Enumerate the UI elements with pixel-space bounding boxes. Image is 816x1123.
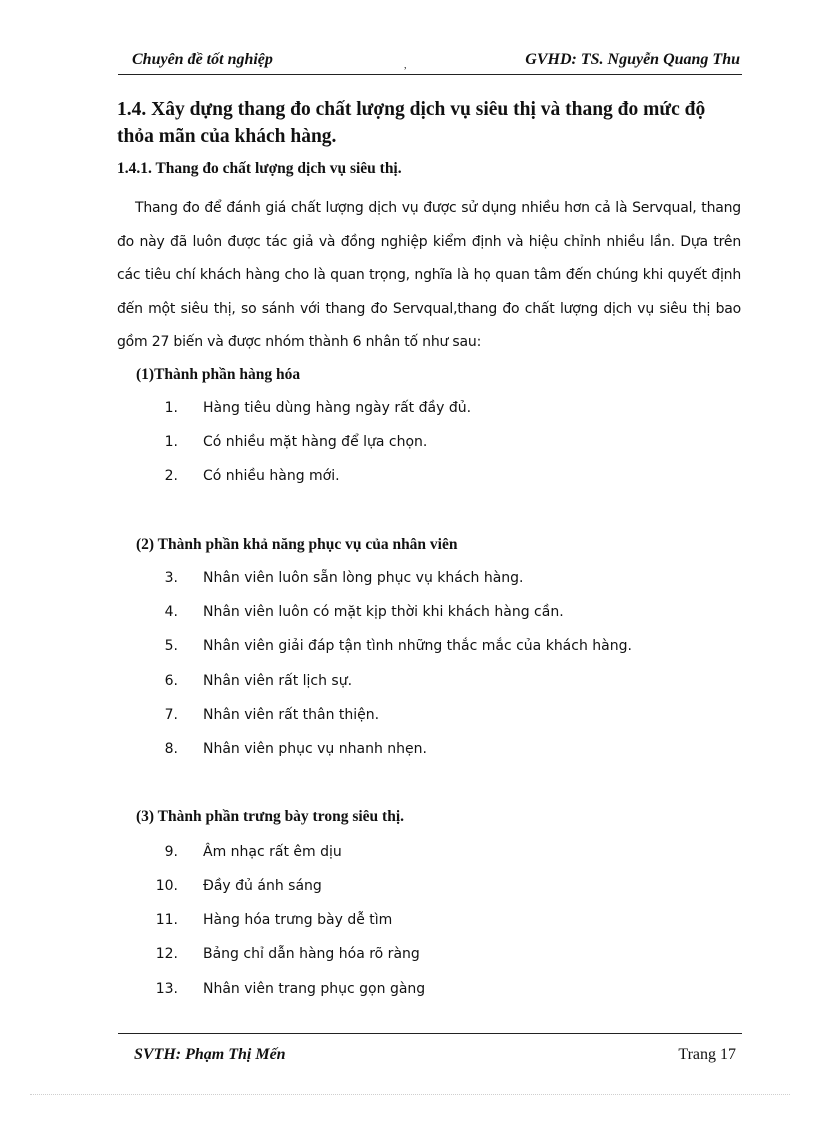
subsection-heading: 1.4.1. Thang đo chất lượng dịch vụ siêu thị.	[117, 160, 402, 177]
item-text: Bảng chỉ dẫn hàng hóa rõ ràng	[203, 946, 420, 962]
item-text: Nhân viên giải đáp tận tình những thắc mắc của khách hàng.	[203, 638, 632, 654]
item-text: Hàng hóa trưng bày dễ tìm	[203, 912, 393, 928]
page-number: Trang 17	[678, 1046, 736, 1063]
footer-student: SVTH: Phạm Thị Mến	[134, 1046, 286, 1063]
page-bottom-divider	[30, 1094, 790, 1095]
list-item	[0, 468, 816, 488]
item-number: 4.	[164, 604, 178, 620]
list-item	[0, 878, 816, 898]
section-title-goods: (1)Thành phần hàng hóa	[136, 366, 301, 383]
item-text: Nhân viên luôn sẵn lòng phục vụ khách hàng.	[203, 570, 524, 586]
item-text: Nhân viên rất lịch sự.	[203, 673, 353, 689]
list-item	[0, 400, 816, 420]
item-text: Nhân viên rất thân thiện.	[203, 707, 380, 723]
item-text: Nhân viên trang phục gọn gàng	[203, 981, 426, 997]
item-number: 3.	[164, 570, 178, 586]
list-item	[0, 981, 816, 1001]
item-number: 12.	[155, 946, 178, 962]
item-number: 6.	[164, 673, 178, 689]
list-item	[0, 673, 816, 693]
item-text: Có nhiều mặt hàng để lựa chọn.	[203, 434, 428, 450]
page-footer	[118, 1033, 742, 1074]
item-number: 11.	[155, 912, 178, 928]
item-text: Đầy đủ ánh sáng	[203, 878, 322, 894]
item-number: 1.	[164, 434, 178, 450]
list-item	[0, 434, 816, 454]
item-text: Âm nhạc rất êm dịu	[203, 844, 342, 860]
item-number: 13.	[155, 981, 178, 997]
item-number: 8.	[164, 741, 178, 757]
list-item	[0, 912, 816, 932]
item-text: Hàng tiêu dùng hàng ngày rất đầy đủ.	[203, 400, 472, 416]
item-number: 7.	[164, 707, 178, 723]
list-item	[0, 638, 816, 658]
item-number: 5.	[164, 638, 178, 654]
section-title-staff: (2) Thành phần khả năng phục vụ của nhân viên	[136, 536, 458, 553]
header-mark: ,	[404, 60, 407, 71]
item-number: 1.	[164, 400, 178, 416]
list-item	[0, 707, 816, 727]
section-title-display: (3) Thành phần trưng bày trong siêu thị.	[136, 808, 404, 825]
list-item	[0, 844, 816, 864]
item-number: 10.	[155, 878, 178, 894]
item-text: Có nhiều hàng mới.	[203, 468, 340, 484]
section-heading: 1.4. Xây dựng thang đo chất lượng dịch vụ siêu thị và thang đo mức độ thỏa mãn của khách hàng.	[117, 99, 706, 147]
intro-paragraph: Thang đo để đánh giá chất lượng dịch vụ được sử dụng nhiều hơn cả là Servqual, thang đo này đã luôn được tác giả và đồng nghiệp kiểm định và hiệu chỉnh nhiều lần. Dựa trên các tiêu chí khách hàng cho là quan trọng, nghĩa là họ quan tâm đến chúng khi quyết định đến một siêu thị, so sánh với thang đo Servqual,thang đo chất lượng dịch vụ siêu thị bao gồm 27 biến và được nhóm thành 6 nhân tố như sau:	[117, 200, 741, 351]
list-item	[0, 570, 816, 590]
list-item	[0, 741, 816, 761]
header-document-title: Chuyên đề tốt nghiệp	[132, 51, 273, 68]
item-number: 2.	[164, 468, 178, 484]
item-text: Nhân viên phục vụ nhanh nhẹn.	[203, 741, 427, 757]
list-item	[0, 946, 816, 966]
item-number: 9.	[164, 844, 178, 860]
header-advisor: GVHD: TS. Nguyễn Quang Thu	[525, 51, 740, 68]
list-item	[0, 604, 816, 624]
page-header	[118, 48, 742, 75]
item-text: Nhân viên luôn có mặt kịp thời khi khách hàng cần.	[203, 604, 564, 620]
